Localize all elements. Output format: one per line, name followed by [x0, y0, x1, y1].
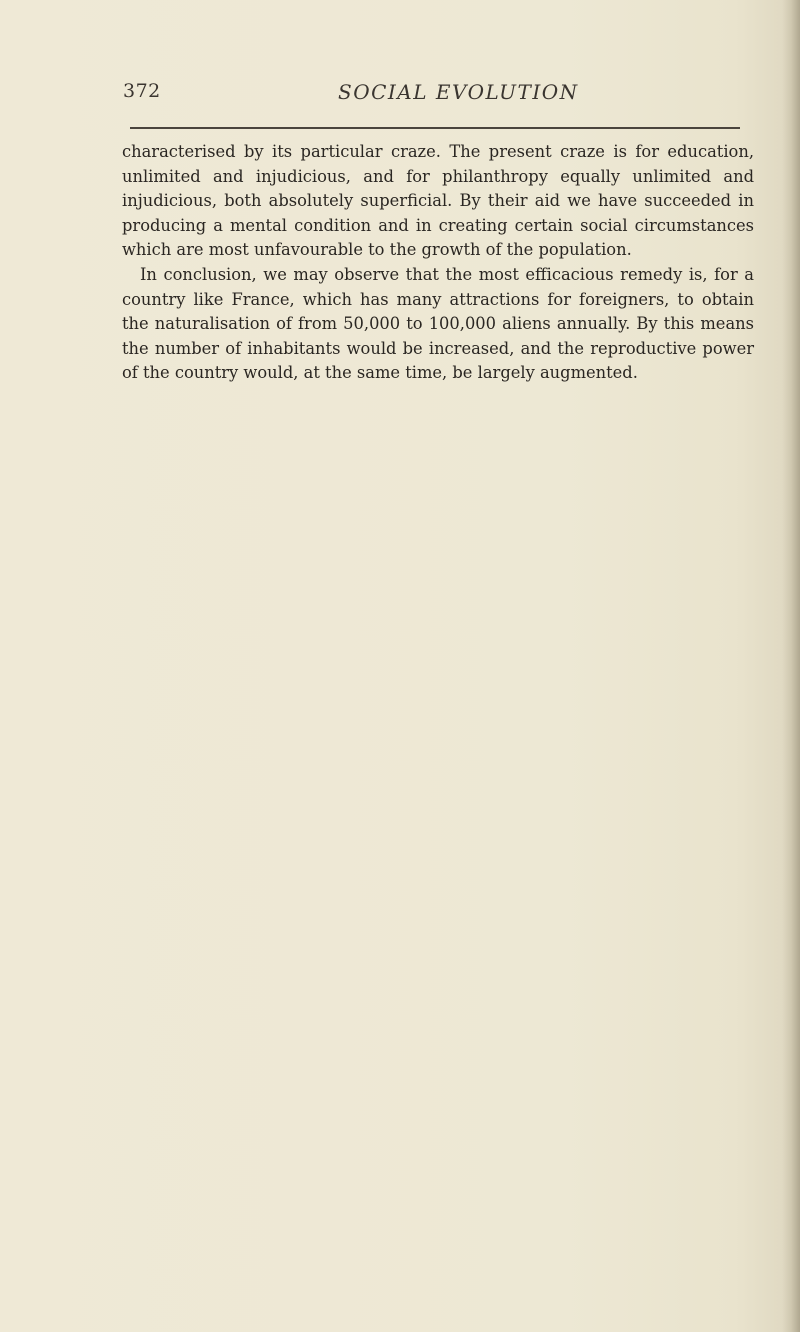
running-title: SOCIAL EVOLUTION	[338, 80, 579, 104]
page-edge-shadow	[782, 0, 800, 1332]
body-text	[122, 140, 754, 386]
paragraph-continued: characterised by its particular craze. The present craze is for education, unlimited and injudicious, and for philanthropy equally unlimited and injudicious, both absolutely superficial. By their aid we have succeeded in producing a mental condition and in creating certain social circumstances which are most unfavourable to the growth of the population.	[122, 142, 754, 260]
running-head	[123, 80, 739, 110]
paragraph-conclusion: In conclusion, we may observe that the most efficacious remedy is, for a country like France, which has many attractions for foreigners, to obtain the naturalisation of from 50,000 to 100,000 aliens annually. By this means the number of inhabitants would be increased, and the reproductive power of the country would, at the same time, be largely augmented.	[122, 264, 754, 383]
header-rule	[130, 127, 740, 129]
page-number: 372	[123, 80, 161, 102]
